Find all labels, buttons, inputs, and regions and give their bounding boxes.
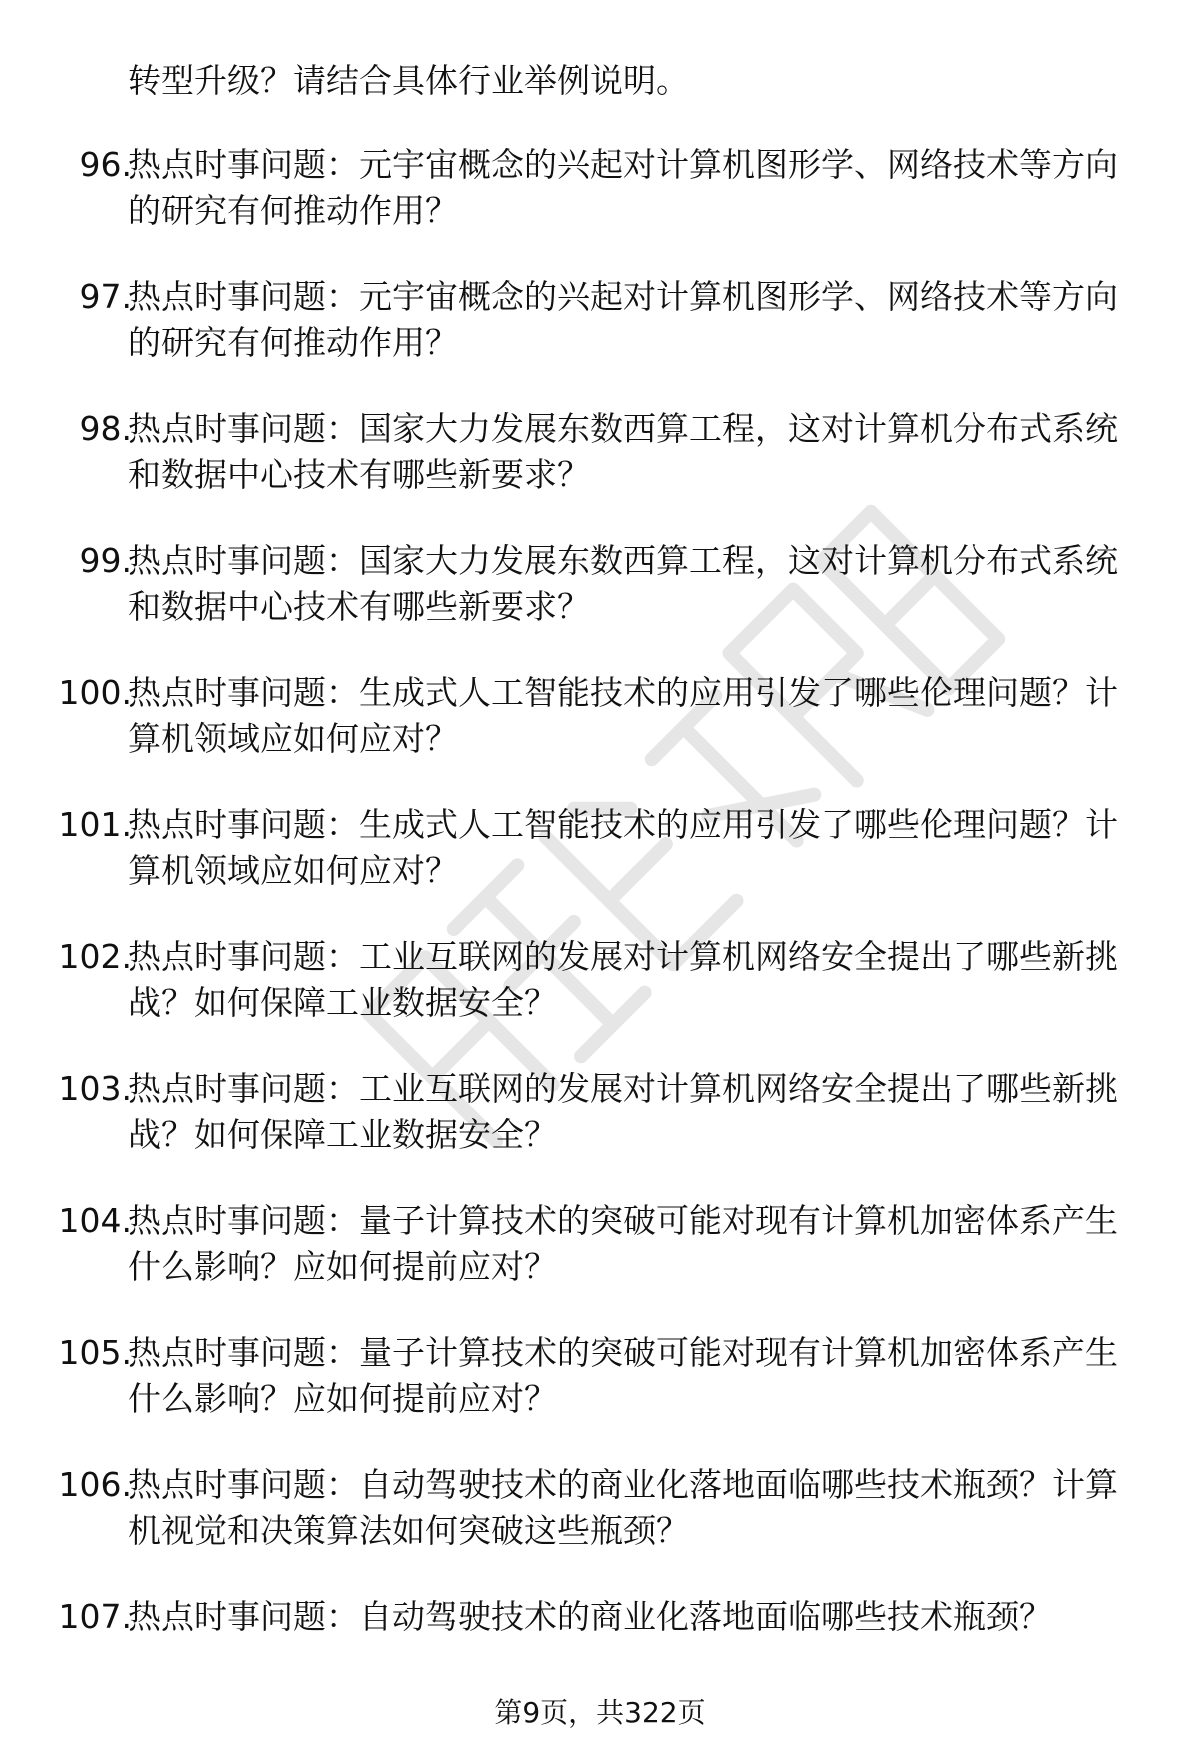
item-number: 106. [58, 1465, 132, 1504]
page-number: 第9页，共322页 [494, 1696, 706, 1729]
item-number: 102. [58, 937, 132, 976]
item-number: 98. [79, 409, 132, 448]
item-number: 96. [79, 145, 132, 184]
item-text: 热点时事问题：自动驾驶技术的商业化落地面临哪些技术瓶颈？计算机视觉和决策算法如何突破这些瓶颈？ [128, 1465, 1118, 1550]
list-item [0, 538, 1200, 670]
item-text: 热点时事问题：元宇宙概念的兴起对计算机图形学、网络技术等方向的研究有何推动作用？ [128, 277, 1118, 362]
item-text: 热点时事问题：工业互联网的发展对计算机网络安全提出了哪些新挑战？如何保障工业数据安全？ [128, 937, 1118, 1022]
item-text: 热点时事问题：量子计算技术的突破可能对现有计算机加密体系产生什么影响？应如何提前应对？ [128, 1201, 1118, 1286]
item-text: 热点时事问题：自动驾驶技术的商业化落地面临哪些技术瓶颈？ [128, 1597, 1052, 1636]
list-item [0, 1330, 1200, 1462]
continuation-text: 转型升级？请结合具体行业举例说明。 [128, 61, 689, 100]
item-text: 热点时事问题：国家大力发展东数西算工程，这对计算机分布式系统和数据中心技术有哪些新要求？ [128, 541, 1118, 626]
list-item [0, 1198, 1200, 1330]
list-item [0, 670, 1200, 802]
item-text: 热点时事问题：元宇宙概念的兴起对计算机图形学、网络技术等方向的研究有何推动作用？ [128, 145, 1118, 230]
item-number: 105. [58, 1333, 132, 1372]
list-item [0, 1462, 1200, 1594]
item-number: 97. [79, 277, 132, 316]
item-number: 107. [58, 1597, 132, 1636]
list-item [0, 802, 1200, 934]
item-number: 99. [79, 541, 132, 580]
item-text: 热点时事问题：国家大力发展东数西算工程，这对计算机分布式系统和数据中心技术有哪些新要求？ [128, 409, 1118, 494]
list-item [0, 1066, 1200, 1198]
item-number: 100. [58, 673, 132, 712]
list-item [0, 142, 1200, 274]
list-item [0, 406, 1200, 538]
item-text: 热点时事问题：生成式人工智能技术的应用引发了哪些伦理问题？计算机领域应如何应对？ [128, 805, 1118, 890]
item-number: 103. [58, 1069, 132, 1108]
item-text: 热点时事问题：工业互联网的发展对计算机网络安全提出了哪些新挑战？如何保障工业数据安全？ [128, 1069, 1118, 1154]
list-item [0, 934, 1200, 1066]
item-number: 104. [58, 1201, 132, 1240]
item-text: 热点时事问题：量子计算技术的突破可能对现有计算机加密体系产生什么影响？应如何提前应对？ [128, 1333, 1118, 1418]
list-item [0, 274, 1200, 406]
item-number: 101. [58, 805, 132, 844]
item-text: 热点时事问题：生成式人工智能技术的应用引发了哪些伦理问题？计算机领域应如何应对？ [128, 673, 1118, 758]
question-list [0, 142, 1200, 1726]
